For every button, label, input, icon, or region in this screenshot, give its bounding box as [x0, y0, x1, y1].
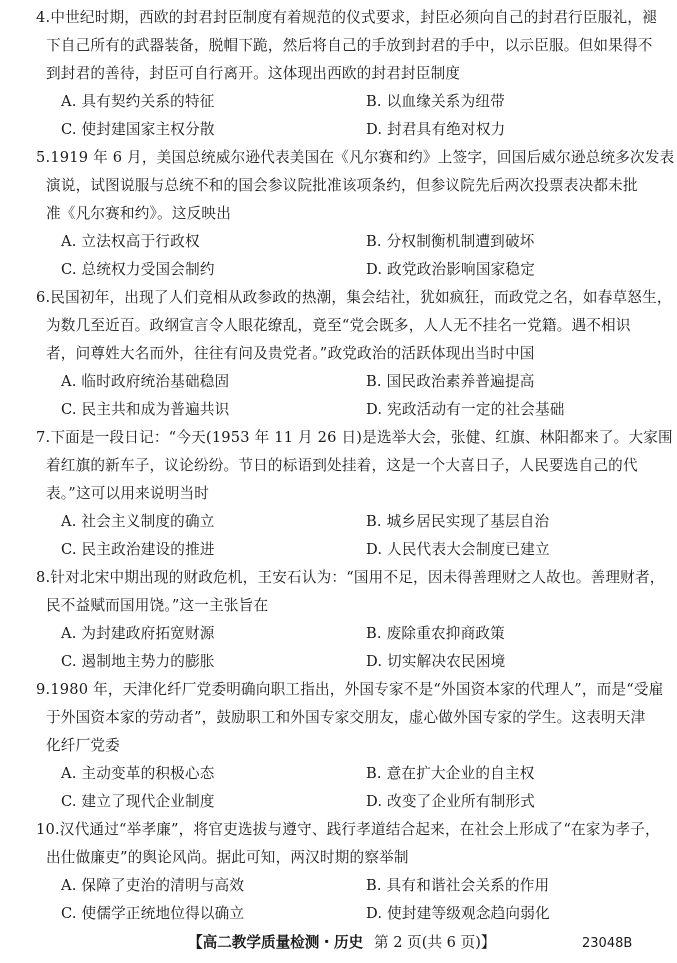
question-stem-line: 者，问尊姓大名而外，往往有问及贵党者。”政党政治的活跃体现出当时中国 [46, 345, 535, 362]
question-stem-line: 化纤厂党委 [46, 737, 120, 754]
option-d: D. 政党政治影响国家稳定 [366, 261, 535, 278]
question-stem-line: 准《凡尔赛和约》。这反映出 [46, 205, 232, 222]
option-b: B. 废除重农抑商政策 [366, 625, 505, 642]
option-d: D. 人民代表大会制度已建立 [366, 541, 550, 558]
question-stem-line: 5.1919 年 6 月，美国总统威尔逊代表美国在《凡尔赛和约》上签字，回国后威尔逊总统多次发表 [36, 149, 675, 166]
question-stem-line: 到封君的善待，封臣可自行离开。这体现出西欧的封君封臣制度 [46, 65, 461, 82]
option-c: C. 总统权力受国会制约 [61, 261, 215, 278]
page-footer [0, 934, 677, 954]
question-stem-line: 9.1980 年，天津化纤厂党委明确向职工指出，外国专家不是“外国资本家的代理人”，而是“受雇 [36, 681, 664, 698]
option-c: C. 使封建国家主权分散 [61, 121, 215, 138]
question-stem-line: 6.民国初年，出现了人们竞相从政参政的热潮，集会结社，犹如疯狂，而政党之名，如春草怒生， [36, 289, 672, 306]
option-d: D. 宪政活动有一定的社会基础 [366, 401, 565, 418]
option-a: A. 社会主义制度的确立 [61, 513, 215, 530]
option-c: C. 民主共和成为普遍共识 [61, 401, 230, 418]
question-stem-line: 7.下面是一段日记：“今天(1953 年 11 月 26 日)是选举大会，张健、红旗、林阳都来了。大家围 [36, 429, 673, 446]
option-b: B. 以血缘关系为纽带 [366, 93, 505, 110]
option-b: B. 具有和谐社会关系的作用 [366, 877, 550, 894]
option-d: D. 改变了企业所有制形式 [366, 793, 535, 810]
question-stem-line: 着红旗的新车子，议论纷纷。节日的标语到处挂着，这是一个大喜日子，人民要选自己的代 [46, 457, 638, 474]
option-d: D. 切实解决农民困境 [366, 653, 506, 670]
footer-exam-code: 23048B [582, 936, 633, 951]
footer-exam-title: 【高二教学质量检测・历史 [188, 934, 364, 951]
option-a: A. 临时政府统治基础稳固 [61, 373, 230, 390]
option-a: A. 立法权高于行政权 [61, 233, 200, 250]
question-stem-line: 民不益赋而国用饶。”这一主张旨在 [46, 597, 269, 614]
option-a: A. 主动变革的积极心态 [61, 765, 215, 782]
question-stem-line: 演说，试图说服与总统不和的国会参议院批准该项条约，但参议院先后两次投票表决都未批 [46, 177, 638, 194]
option-c: C. 建立了现代企业制度 [61, 793, 215, 810]
option-d: D. 封君具有绝对权力 [366, 121, 506, 138]
option-b: B. 国民政治素养普遍提高 [366, 373, 535, 390]
option-b: B. 分权制衡机制遭到破坏 [366, 233, 535, 250]
question-stem-line: 4.中世纪时期，西欧的封君封臣制度有着规范的仪式要求，封臣必须向自己的封君行臣服礼，褪 [36, 9, 657, 26]
option-c: C. 使儒学正统地位得以确立 [61, 905, 245, 922]
option-c: C. 遏制地主势力的膨胀 [61, 653, 215, 670]
question-stem-line: 表。”这可以用来说明当时 [46, 485, 210, 502]
question-stem-line: 出仕做廉吏”的舆论风尚。据此可知，两汉时期的察举制 [46, 849, 409, 866]
option-a: A. 保障了吏治的清明与高效 [61, 877, 245, 894]
footer-page-number: 第 2 页(共 6 页)】 [374, 934, 496, 951]
option-b: B. 意在扩大企业的自主权 [366, 765, 535, 782]
option-a: A. 具有契约关系的特征 [61, 93, 215, 110]
question-stem-line: 于外国资本家的劳动者”，鼓励职工和外国专家交朋友，虚心做外国专家的学生。这表明天津 [46, 709, 646, 726]
option-a: A. 为封建政府拓宽财源 [61, 625, 215, 642]
option-c: C. 民主政治建设的推进 [61, 541, 215, 558]
question-stem-line: 下自己所有的武器装备，脱帽下跪，然后将自己的手放到封君的手中，以示臣服。但如果得不 [46, 37, 653, 54]
question-stem-line: 为数几至近百。政纲宣言令人眼花缭乱，竟至“党会既多，人人无不挂名一党籍。遇不相识 [46, 317, 631, 334]
question-stem-line: 10.汉代通过“举孝廉”，将官吏选拔与遵守、践行孝道结合起来，在社会上形成了“在家为孝子， [36, 821, 660, 838]
option-d: D. 使封建等级观念趋向弱化 [366, 905, 550, 922]
question-stem-line: 8.针对北宋中期出现的财政危机，王安石认为：“国用不足，因未得善理财之人故也。善理财者， [36, 569, 665, 586]
option-b: B. 城乡居民实现了基层自治 [366, 513, 550, 530]
